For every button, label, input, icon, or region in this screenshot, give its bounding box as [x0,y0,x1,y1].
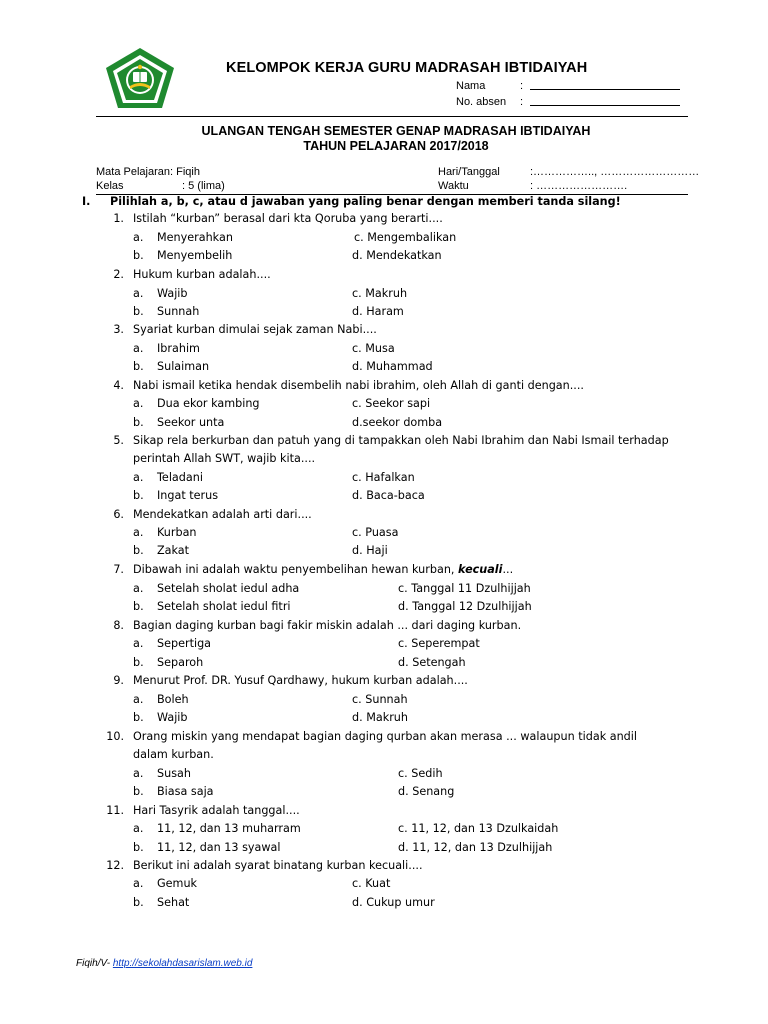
option-text: Zakat [157,544,190,557]
option-c[interactable]: c. Kuat [352,877,391,890]
question-number: 4. [113,379,124,392]
date-label: Hari/Tanggal [438,166,500,178]
question-number: 8. [113,619,124,632]
option-text: Setelah sholat iedul fitri [157,600,291,613]
footer-link[interactable]: http://sekolahdasarislam.web.id [112,958,253,969]
exam-title-text: ULANGAN TENGAH SEMESTER GENAP MADRASAH IBTIDAIYAH [201,124,591,138]
option-d[interactable]: d. Haram [352,305,404,318]
option-a[interactable] [133,822,301,835]
question-number: 7. [113,563,124,576]
option-b[interactable] [133,600,291,613]
option-b[interactable] [133,841,281,854]
question-stem: Hukum kurban adalah.... [133,268,271,281]
exam-title [0,124,768,138]
option-key: a. [133,342,144,355]
option-b[interactable] [133,544,189,557]
organization-title: KELOMPOK KERJA GURU MADRASAH IBTIDAIYAH [226,60,588,76]
option-d[interactable]: d. Muhammad [352,360,433,373]
option-b[interactable] [133,489,218,502]
question-stem: Bagian daging kurban bagi fakir miskin adalah ... dari daging kurban. [133,619,522,632]
name-label: Nama [456,80,486,92]
option-a[interactable] [133,342,200,355]
option-key: a. [133,231,144,244]
option-key: a. [133,397,144,410]
option-c[interactable]: c. Puasa [352,526,399,539]
option-text: Sulaiman [157,360,210,373]
option-text: Wajib [157,287,188,300]
option-d[interactable]: d. Haji [352,544,388,557]
question-stem-end: ... [502,563,514,576]
question-number: 9. [113,674,124,687]
option-key: a. [133,526,144,539]
question-number: 6. [113,508,124,521]
footer-prefix: Fiqih/V- [76,958,113,969]
question-number: 10. [106,730,124,743]
option-b[interactable] [133,416,224,429]
question-number: 3. [113,323,124,336]
option-key: b. [133,896,144,909]
option-text: Gemuk [157,877,198,890]
option-text: 11, 12, dan 13 muharram [157,822,301,835]
option-c[interactable]: c. Musa [352,342,395,355]
section-instruction: Pilihlah a, b, c, atau d jawaban yang paling benar dengan memberi tanda silang! [110,195,621,208]
option-key: b. [133,600,144,613]
option-text: Ingat terus [157,489,219,502]
option-text: Setelah sholat iedul adha [157,582,300,595]
question-stem: Istilah “kurban” berasal dari kta Qoruba yang berarti.... [133,212,443,225]
option-a[interactable] [133,693,189,706]
option-key: a. [133,822,144,835]
option-text: Biasa saja [157,785,214,798]
option-key: b. [133,711,144,724]
option-c[interactable]: c. Mengembalikan [354,231,457,244]
option-key: a. [133,287,144,300]
option-b[interactable] [133,656,203,669]
question-stem [133,563,733,576]
option-key: b. [133,544,144,557]
option-text: Boleh [157,693,189,706]
question-number: 11. [106,804,124,817]
option-a[interactable] [133,231,233,244]
question-stem-continued: dalam kurban. [133,748,214,761]
option-key: b. [133,656,144,669]
absen-label: No. absen [456,96,507,108]
option-text: Sepertiga [157,637,212,650]
option-b[interactable] [133,360,209,373]
option-text: Seekor unta [157,416,225,429]
option-key: a. [133,582,144,595]
question-stem: Orang miskin yang mendapat bagian daging qurban akan merasa ... walaupun tidak andil [133,730,637,743]
header-divider [96,116,688,117]
option-a[interactable] [133,471,203,484]
option-c[interactable]: c. Seekor sapi [352,397,431,410]
absen-input-line[interactable] [530,95,680,106]
option-d[interactable]: d. Setengah [398,656,466,669]
option-key: b. [133,360,144,373]
option-d[interactable]: d. Mendekatkan [352,249,442,262]
name-field-row [456,79,680,92]
option-d[interactable]: d.seekor domba [352,416,443,429]
option-text: Menyembelih [157,249,233,262]
subject-info: Mata Pelajaran: Fiqih [96,166,200,178]
option-key: a. [133,471,144,484]
option-b[interactable] [133,305,199,318]
option-d[interactable]: d. Baca-baca [352,489,425,502]
option-c[interactable]: c. Sedih [398,767,443,780]
time-label: Waktu [438,180,469,192]
option-text: Sunnah [157,305,200,318]
option-b[interactable] [133,785,214,798]
option-a[interactable] [133,767,191,780]
option-c[interactable]: c. Tanggal 11 Dzulhijjah [398,582,531,595]
question-stem: Menurut Prof. DR. Yusuf Qardhawy, hukum kurban adalah.... [133,674,468,687]
question-stem: Hari Tasyrik adalah tanggal.... [133,804,300,817]
absen-field-row [456,95,680,108]
option-d[interactable]: d. Makruh [352,711,408,724]
option-key: b. [133,416,144,429]
madrasah-logo-icon [104,46,176,110]
option-a[interactable] [133,877,197,890]
option-c[interactable]: c. Seperempat [398,637,480,650]
option-text: 11, 12, dan 13 syawal [157,841,281,854]
name-colon: : [520,80,524,92]
question-stem-text: Dibawah ini adalah waktu penyembelihan hewan kurban, [133,563,459,576]
question-stem-emphasis: kecuali [458,563,503,576]
option-key: a. [133,877,144,890]
option-key: b. [133,249,144,262]
option-text: Kurban [157,526,197,539]
option-key: b. [133,841,144,854]
option-b[interactable] [133,711,188,724]
option-a[interactable] [133,582,299,595]
option-a[interactable] [133,526,197,539]
option-c[interactable]: c. Hafalkan [352,471,415,484]
option-text: Sehat [157,896,190,909]
option-c[interactable]: c. Sunnah [352,693,408,706]
option-a[interactable] [133,287,188,300]
option-key: a. [133,637,144,650]
option-d[interactable]: d. Tanggal 12 Dzulhijjah [398,600,532,613]
option-text: Susah [157,767,191,780]
question-stem: Nabi ismail ketika hendak disembelih nabi ibrahim, oleh Allah di ganti dengan.... [133,379,584,392]
option-key: b. [133,785,144,798]
time-value: : ……………………. [530,180,628,192]
absen-colon: : [520,96,524,108]
option-d[interactable]: d. Cukup umur [352,896,435,909]
exam-year-text: TAHUN PELAJARAN 2017/2018 [303,139,489,153]
option-text: Ibrahim [157,342,200,355]
option-key: a. [133,693,144,706]
question-number: 5. [113,434,124,447]
option-text: Teladani [157,471,203,484]
exam-year [0,139,768,153]
section-number: I. [82,195,91,208]
date-value: :…………….., ……………………… [530,166,700,178]
option-a[interactable] [133,397,260,410]
question-number: 1. [113,212,124,225]
option-d[interactable]: d. 11, 12, dan 13 Dzulhijjah [398,841,553,854]
option-d[interactable]: d. Senang [398,785,455,798]
option-key: b. [133,305,144,318]
class-label: Kelas [96,180,124,192]
option-c[interactable]: c. 11, 12, dan 13 Dzulkaidah [398,822,559,835]
question-stem: Berikut ini adalah syarat binatang kurban kecuali.... [133,859,423,872]
class-value: : 5 (lima) [182,180,225,192]
option-key: b. [133,489,144,502]
question-stem: Syariat kurban dimulai sejak zaman Nabi.... [133,323,377,336]
option-text: Wajib [157,711,188,724]
question-stem: Mendekatkan adalah arti dari.... [133,508,312,521]
name-input-line[interactable] [530,79,680,90]
question-stem: Sikap rela berkurban dan patuh yang di tampakkan oleh Nabi Ibrahim dan Nabi Ismail terhadap [133,434,669,447]
option-b[interactable] [133,249,232,262]
question-number: 2. [113,268,124,281]
question-stem-continued: perintah Allah SWT, wajib kita.... [133,452,316,465]
option-text: Dua ekor kambing [157,397,260,410]
option-a[interactable] [133,637,211,650]
page-footer [76,958,252,969]
option-b[interactable] [133,896,189,909]
question-number: 12. [106,859,124,872]
option-text: Menyerahkan [157,231,233,244]
option-key: a. [133,767,144,780]
option-c[interactable]: c. Makruh [352,287,408,300]
option-text: Separoh [157,656,204,669]
